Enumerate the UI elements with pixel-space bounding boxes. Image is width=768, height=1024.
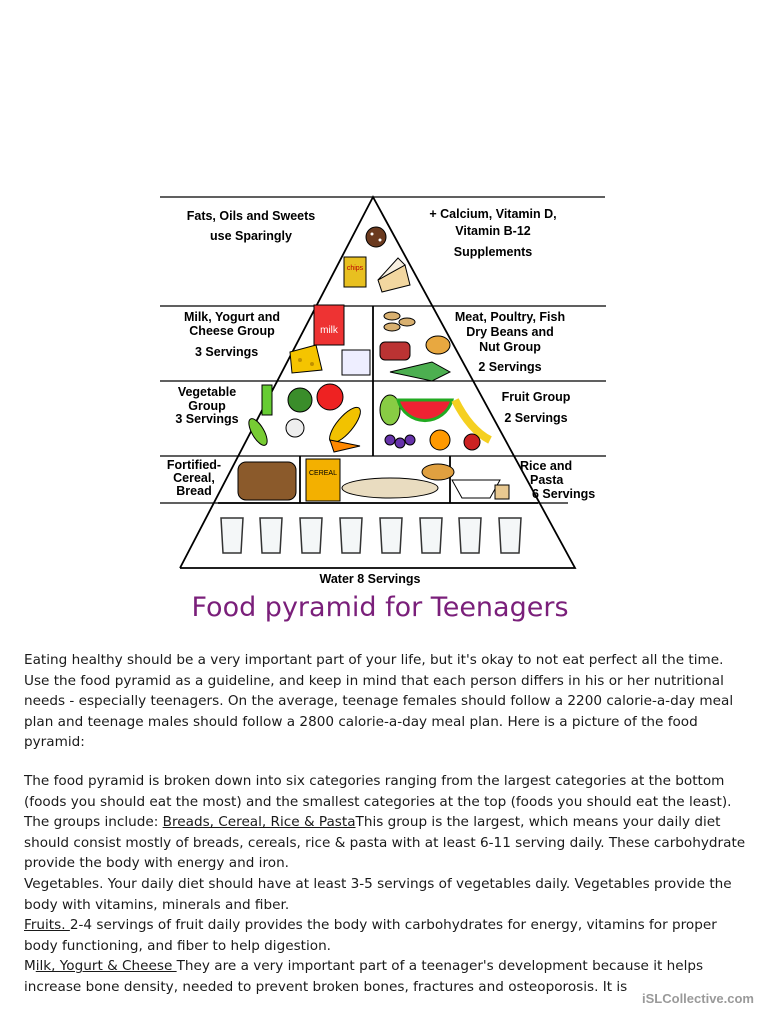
supplements-label-line: Vitamin B-12 — [455, 224, 531, 238]
water-glasses-icon — [221, 518, 521, 553]
milk-paragraph — [24, 956, 746, 997]
fruits-paragraph — [24, 915, 746, 956]
meat-group-line: Dry Beans and — [466, 325, 554, 339]
meat-group-label — [442, 310, 578, 375]
cereal-group-line: Bread — [176, 484, 212, 498]
meat-group-servings: 2 Servings — [478, 360, 542, 374]
rice-group-line: Rice and — [520, 459, 573, 473]
body-text — [24, 650, 746, 998]
fats-label-line: use Sparingly — [210, 229, 292, 243]
vegetables-icon — [245, 384, 365, 452]
rice-group-servings: 6 Servings — [532, 487, 596, 501]
meat-group-line: Meat, Poultry, Fish — [454, 310, 566, 324]
fruit-group-servings: 2 Servings — [504, 411, 568, 425]
vegetables-paragraph: Vegetables. Your daily diet should have at least 3-5 servings of vegetables daily. Vegetables provide the body with vitamins, minerals and fiber. — [24, 875, 732, 913]
breads-link[interactable]: Breads, Cereal, Rice & Pasta — [162, 814, 356, 831]
cereal-group-line: Cereal, — [173, 471, 215, 485]
milk-prefix: M — [24, 958, 36, 975]
milk-carton-label: milk — [320, 325, 338, 336]
milk-group-line: Milk, Yogurt and — [183, 310, 281, 324]
supplements-label-line: Supplements — [453, 245, 533, 259]
fats-label — [166, 206, 336, 246]
meat-icon — [380, 312, 450, 381]
rice-group-line: Pasta — [530, 473, 564, 487]
supplements-label-line: + Calcium, Vitamin D, — [429, 207, 557, 221]
meat-group-line: Nut Group — [479, 340, 541, 354]
categories-paragraph — [24, 771, 746, 874]
intro-paragraph: Eating healthy should be a very important part of your life, but it's okay to not eat perfect all the time. Use the food pyramid as a guideline, and keep in mind that each person differs in his or her nutritional needs - especially teenagers. On the average, teenage females should follow a 2200 calorie-a-day meal plan and teenage males should follow a 2800 calorie-a-day meal plan. Here is a picture of the food pyramid: — [24, 652, 734, 751]
page-title: Food pyramid for Teenagers — [191, 592, 569, 623]
dairy-icon — [290, 305, 370, 375]
fruit-group-label — [492, 387, 580, 429]
cereal-group-label — [160, 459, 228, 498]
grains-icon — [238, 459, 509, 501]
rice-group-label — [512, 459, 608, 501]
fruit-group-line: Fruit Group — [501, 390, 571, 404]
vegetable-group-line: Group — [188, 398, 226, 413]
milk-text: They are a very important part of a teenager's development because it helps increase bone density, needed to prevent broken bones, fractures and osteoporosis. It is — [24, 958, 704, 995]
site-watermark: iSLCollective.com — [642, 991, 754, 1006]
fruits-text: 2-4 servings of fruit daily provides the body with carbohydrates for energy, vitamins for proper body functioning, and fiber to help digestion. — [24, 917, 717, 954]
cereal-group-line: Fortified- — [166, 458, 222, 472]
fruits-link[interactable]: Fruits. — [24, 917, 70, 934]
sweets-icon — [344, 227, 410, 292]
fruits-icon — [380, 395, 490, 450]
vegetable-group-label — [166, 386, 248, 427]
vegetable-group-line: Vegetable — [177, 385, 237, 399]
fats-label-line: Fats, Oils and Sweets — [186, 209, 316, 223]
chips-label: chips — [346, 265, 364, 272]
cereal-box-label: CEREAL — [308, 470, 338, 477]
milk-group-servings: 3 Servings — [195, 345, 259, 359]
supplements-label — [408, 206, 578, 261]
breads-text: This group is the largest, which means your daily diet should consist mostly of breads, cereals, rice & pasta with at least 6-11 serving daily. These carbohydrate provide the body with energy and iron. — [24, 814, 746, 872]
water-label: Water 8 Servings — [319, 572, 421, 586]
milk-group-label — [168, 310, 296, 359]
milk-group-line: Cheese Group — [189, 324, 275, 338]
milk-link[interactable]: ilk, Yogurt & Cheese — [35, 958, 177, 975]
vegetable-group-servings: 3 Servings — [175, 412, 239, 426]
categories-text: The food pyramid is broken down into six categories ranging from the largest categories at the bottom (foods you should eat the most) and the smallest categories at the top (foods you should eat the least). The groups include: — [24, 772, 732, 831]
